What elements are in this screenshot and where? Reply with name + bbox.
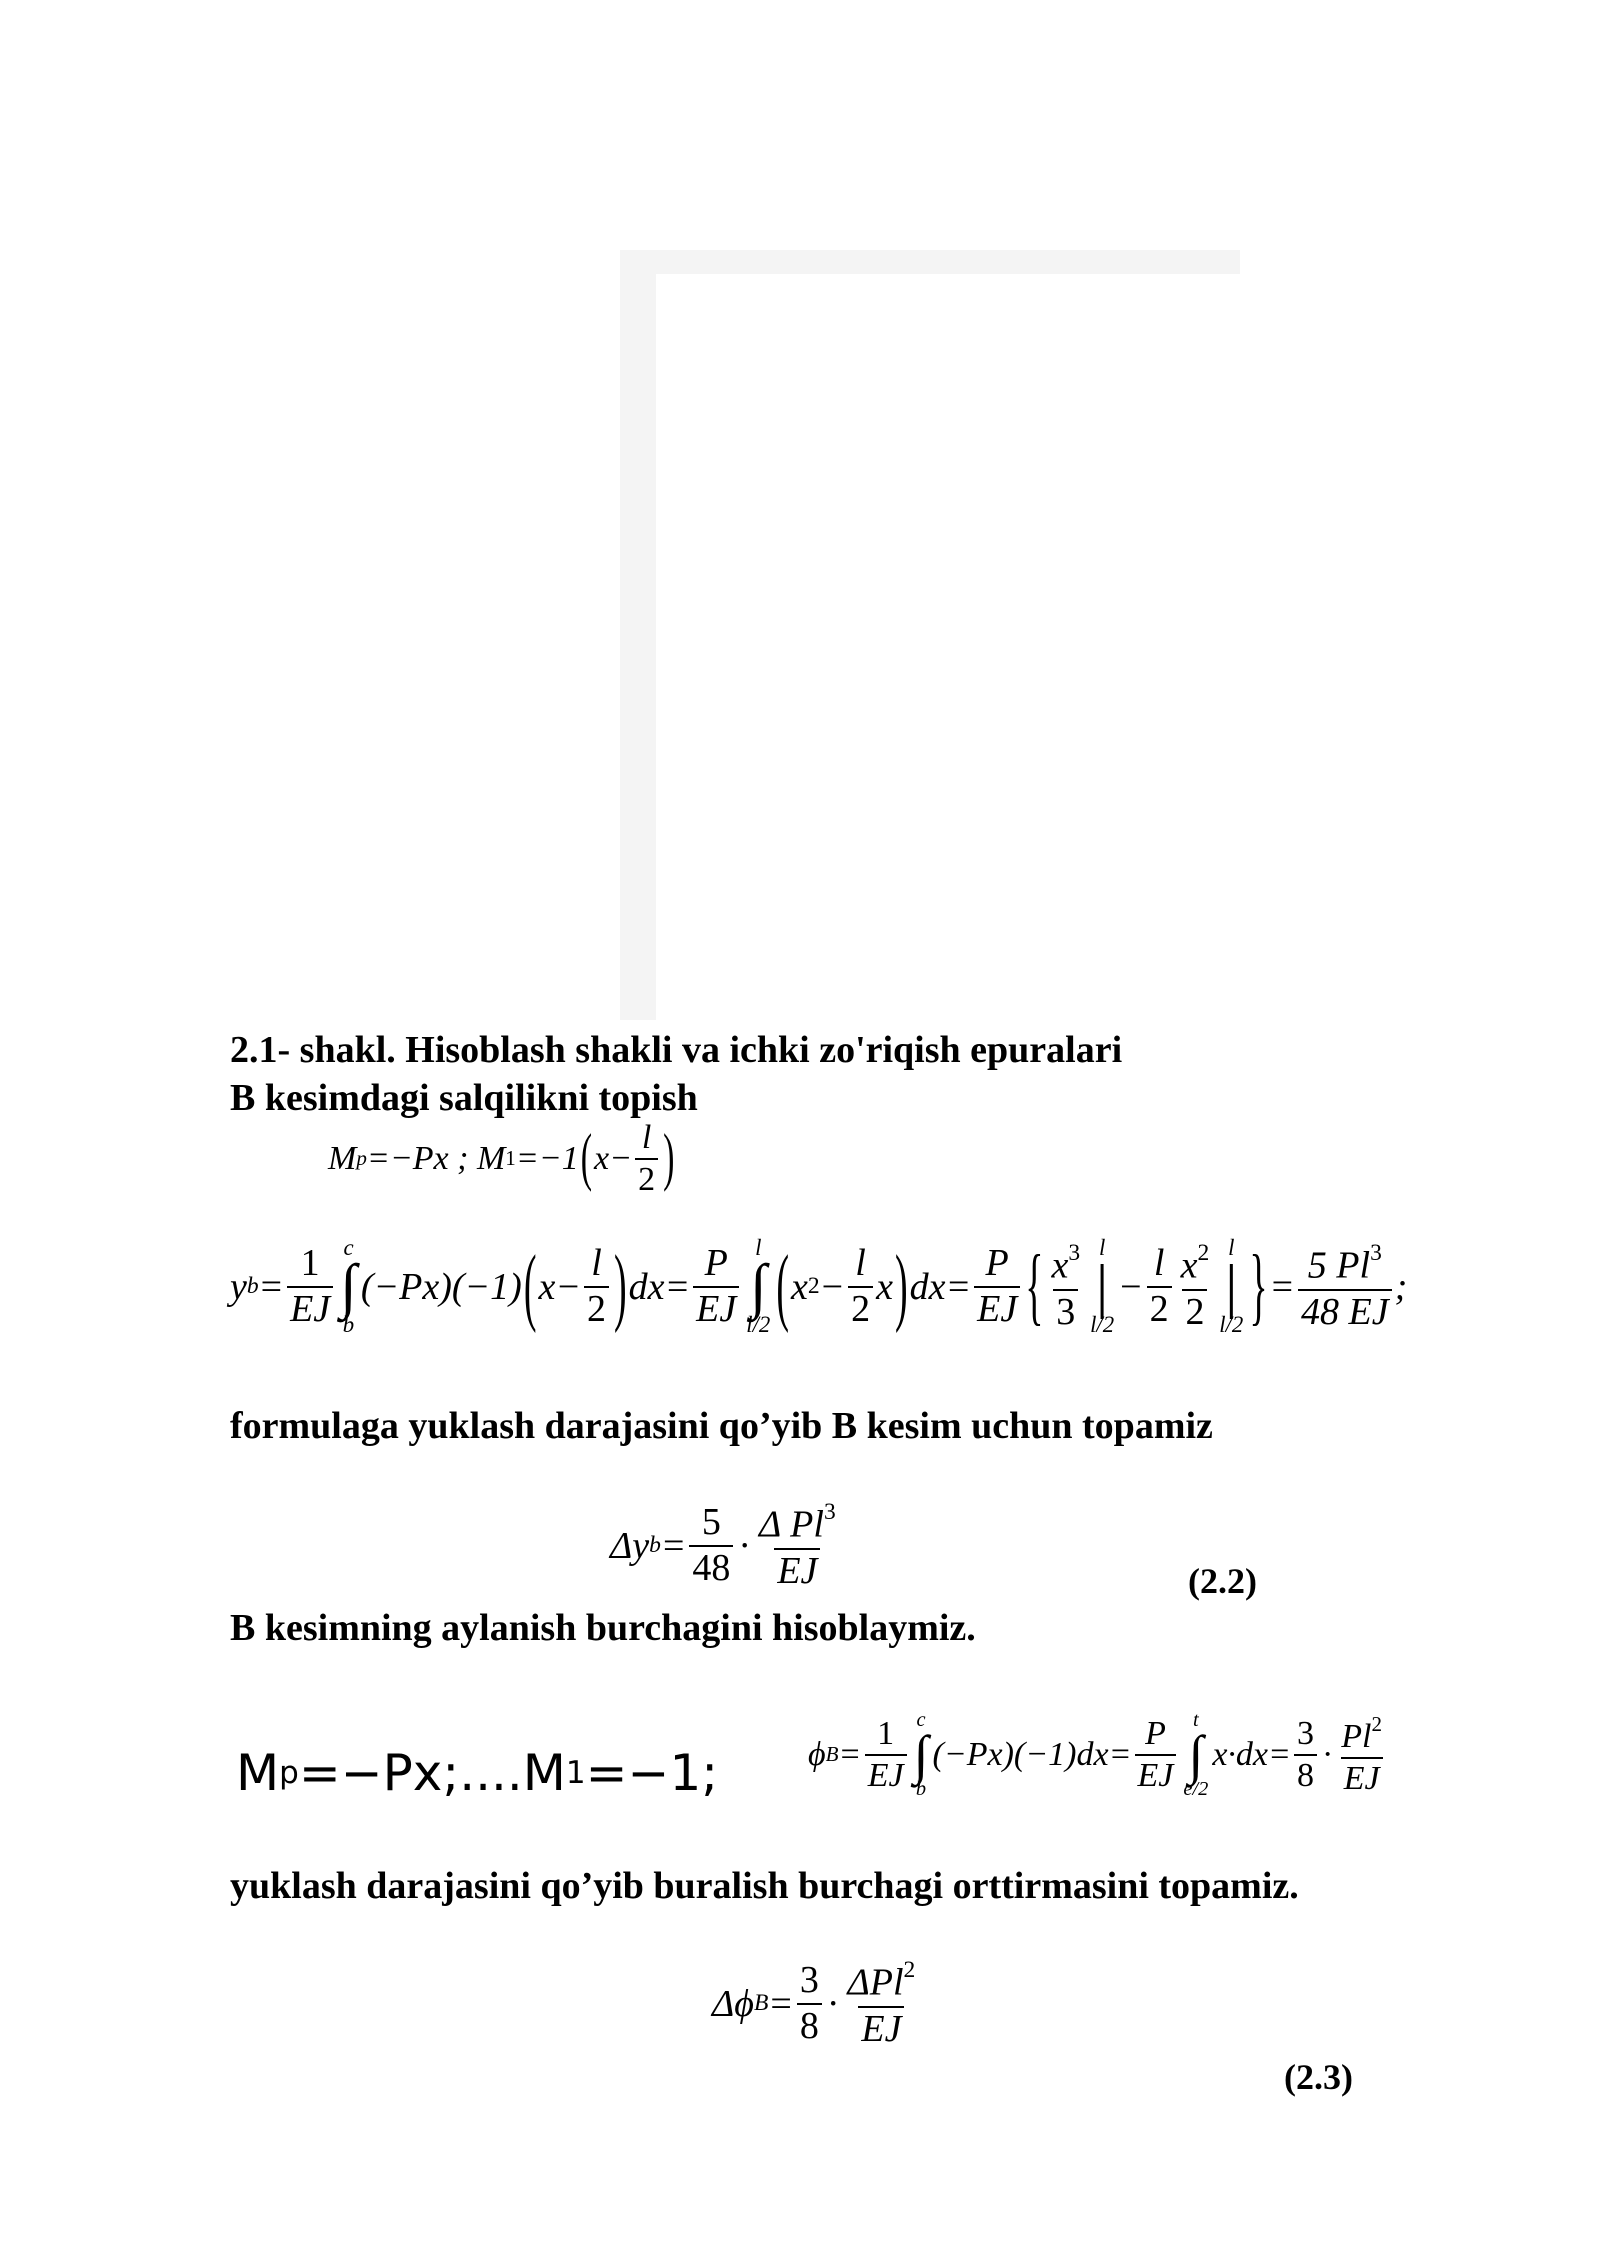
frac-den: 2 bbox=[1147, 1286, 1172, 1330]
phi-sub: B bbox=[825, 1742, 839, 1767]
num-text: Pl bbox=[1341, 1718, 1372, 1756]
paragraph-2: B kesimning aylanish burchagini hisoblaymiz. bbox=[230, 1607, 976, 1649]
phi-symbol: ϕ bbox=[808, 1736, 826, 1773]
left-paren: ( bbox=[580, 1122, 593, 1194]
frac-den: EJ bbox=[693, 1286, 739, 1330]
formula-2-3: Δϕ B = $\frac{3}{8}$ · $\frac{\Delta Pl^2}{EJ}$ bbox=[712, 1954, 921, 2054]
middle-text: =−Px;....M bbox=[298, 1744, 566, 1802]
left-paren: ( bbox=[523, 1238, 537, 1336]
delta-phi-sub: B bbox=[753, 1990, 769, 2017]
integral-2: l ∫ l/2 bbox=[746, 1234, 771, 1338]
integral-1: c ∫ b bbox=[913, 1709, 929, 1801]
one-over-ej bbox=[287, 1244, 333, 1330]
left-paren: ( bbox=[776, 1238, 789, 1336]
figure-frame-lines bbox=[620, 250, 1240, 1020]
frac-den: 2 bbox=[635, 1158, 658, 1198]
frac-num: 1 bbox=[877, 1715, 895, 1753]
eval-lower: l/2 bbox=[1090, 1312, 1115, 1338]
equation-number-2-3: (2.3) bbox=[1284, 2057, 1353, 2097]
formula-deflection: y b = $\frac{1}{EJ}$ c ∫ b (−Px)(−1) ( x− $\frac{l}{2}$ ) dx= $\frac{P}{EJ}$ l ∫ l/2 ( x 2 − $\frac{l}{2}$ x ) dx= $\frac{P}{EJ}$ { $\frac{x^3}{3}$ l | l/2 − $\frac{l}{2}$ $\frac{x^2}{2}$ l | l/2 } = $\frac{5 Pl^3}{48 EJ}$ ; bbox=[230, 1234, 1408, 1338]
right-paren: ) bbox=[894, 1238, 908, 1336]
delta-y-sub: b bbox=[649, 1532, 661, 1559]
eval-upper: l bbox=[1228, 1234, 1235, 1260]
frac-num: 3 bbox=[1296, 1715, 1314, 1753]
delta-phi: Δϕ bbox=[712, 1983, 754, 2025]
num-text: ΔPl bbox=[847, 1961, 904, 2004]
figure-left-bar bbox=[620, 250, 656, 1020]
frac-num: l bbox=[1153, 1242, 1165, 1285]
m-sub: p bbox=[279, 1754, 299, 1791]
right-brace: } bbox=[1249, 1238, 1268, 1336]
frac-den: EJ bbox=[774, 1548, 820, 1592]
minus-2: − bbox=[1120, 1266, 1142, 1308]
integral-2: t ∫ e/2 bbox=[1183, 1709, 1209, 1801]
integral-lower: b bbox=[342, 1312, 355, 1338]
one-over-ej bbox=[865, 1716, 907, 1793]
minus: − bbox=[821, 1266, 844, 1308]
p-over-ej bbox=[1135, 1716, 1177, 1793]
frac-den: 48 bbox=[689, 1545, 733, 1589]
frac-den: EJ bbox=[974, 1286, 1020, 1330]
cube: 3 bbox=[1068, 1240, 1081, 1267]
frac-num: 5 bbox=[701, 1501, 721, 1544]
eval-upper: l bbox=[1098, 1234, 1106, 1260]
integral-lower: e/2 bbox=[1183, 1778, 1209, 1801]
frac-den: EJ bbox=[287, 1286, 333, 1330]
formula-moments-2 bbox=[236, 1738, 718, 1808]
figure-caption: 2.1- shakl. Hisoblash shakli va ichki zo'riqish epuralari bbox=[230, 1029, 1123, 1071]
frac-den: EJ bbox=[865, 1754, 907, 1794]
end-text: =−1; bbox=[585, 1744, 719, 1802]
eval-bar-1: l | l/2 bbox=[1090, 1234, 1115, 1338]
main-fraction bbox=[756, 1500, 839, 1591]
x-term: x bbox=[790, 1266, 808, 1308]
l-over-2-fraction bbox=[635, 1120, 658, 1197]
term1: (−Px)(−1) bbox=[360, 1266, 522, 1308]
num-sup: 2 bbox=[1371, 1712, 1383, 1737]
delta-y: Δy bbox=[610, 1525, 650, 1567]
x-term-2: x bbox=[876, 1266, 893, 1308]
x2-base: x bbox=[1180, 1244, 1198, 1287]
three-eighths bbox=[1294, 1716, 1317, 1793]
frac-num: 3 bbox=[799, 1959, 819, 2002]
y-symbol: y bbox=[230, 1266, 247, 1308]
equation-number-2-2: (2.2) bbox=[1188, 1561, 1257, 1601]
integral-upper: t bbox=[1193, 1709, 1199, 1732]
dot: · bbox=[1321, 1736, 1334, 1773]
coef-fraction bbox=[689, 1503, 733, 1589]
coef-fraction bbox=[797, 1961, 822, 2047]
semicolon: ; bbox=[1394, 1266, 1408, 1308]
paragraph-3: yuklash darajasini qo’yib buralish burchagi orttirmasini topamiz. bbox=[230, 1865, 1299, 1907]
dx-equals: dx= bbox=[628, 1266, 691, 1308]
integral-upper: l bbox=[755, 1234, 762, 1260]
integral-upper: c bbox=[916, 1709, 926, 1732]
integral-lower: b bbox=[915, 1778, 927, 1801]
integral-lower: l/2 bbox=[746, 1312, 771, 1338]
frac-den: EJ bbox=[858, 2006, 904, 2050]
formula-rotation: ϕ B = $\frac{1}{EJ}$ c ∫ b (−Px)(−1)dx= $\frac{P}{EJ}$ t ∫ e/2 x·dx= $\frac{3}{8}$ · $\frac{Pl^2}{EJ}$ bbox=[808, 1700, 1388, 1810]
x2-over-2 bbox=[1178, 1241, 1213, 1332]
figure-top-bar bbox=[620, 250, 1240, 274]
right-paren: ) bbox=[663, 1122, 675, 1194]
x-minus: x− bbox=[538, 1266, 581, 1308]
frac-num: P bbox=[985, 1242, 1009, 1285]
result-fraction bbox=[1298, 1241, 1392, 1332]
result-cube: 3 bbox=[1370, 1240, 1382, 1267]
frac-num: l bbox=[591, 1242, 602, 1285]
m-symbol: M bbox=[236, 1744, 280, 1802]
m-sub: p bbox=[356, 1146, 367, 1171]
y-sub: b bbox=[246, 1273, 259, 1300]
frac-den: 2 bbox=[1182, 1289, 1207, 1333]
x-minus: x− bbox=[594, 1140, 633, 1177]
eq2-rhs: =−1 bbox=[515, 1140, 579, 1177]
frac-den: 8 bbox=[797, 2003, 822, 2047]
frac-num: l bbox=[855, 1242, 866, 1285]
m-symbol: M bbox=[328, 1140, 357, 1177]
p-over-ej bbox=[693, 1244, 739, 1330]
p-over-ej-2 bbox=[974, 1244, 1020, 1330]
eval-lower: l/2 bbox=[1219, 1312, 1244, 1338]
term-2: x·dx= bbox=[1212, 1736, 1291, 1773]
frac-num: 1 bbox=[300, 1242, 320, 1285]
term: (−Px)(−1)dx= bbox=[932, 1736, 1132, 1773]
l-over-2-c bbox=[1147, 1244, 1172, 1330]
result-num: 5 Pl bbox=[1307, 1244, 1371, 1287]
m1-sub: 1 bbox=[565, 1754, 586, 1791]
formula-moments-1 bbox=[328, 1120, 676, 1198]
num-text: Δ Pl bbox=[759, 1503, 824, 1546]
eq1-rhs: =−Px ; M bbox=[366, 1140, 506, 1177]
frac-den: 2 bbox=[848, 1286, 873, 1330]
dx-equals-2: dx= bbox=[909, 1266, 972, 1308]
left-brace: { bbox=[1025, 1238, 1044, 1336]
frac-den: 8 bbox=[1294, 1754, 1317, 1794]
integral-1: c ∫ b bbox=[340, 1234, 357, 1338]
main-fraction bbox=[844, 1958, 918, 2049]
formula-2-2: Δy b = $\frac{5}{48}$ · $\frac{\Delta Pl^3}{EJ}$ bbox=[610, 1496, 842, 1596]
frac-den: EJ bbox=[1341, 1757, 1383, 1797]
num-sup: 2 bbox=[903, 1957, 916, 1984]
pl2-over-ej bbox=[1338, 1713, 1385, 1796]
dot: · bbox=[738, 1525, 752, 1567]
frac-den: 3 bbox=[1053, 1289, 1078, 1333]
integral-upper: c bbox=[343, 1234, 354, 1260]
x3-base: x bbox=[1051, 1244, 1069, 1287]
frac-den: EJ bbox=[1135, 1754, 1177, 1794]
dot: · bbox=[826, 1983, 840, 2025]
frac-num: P bbox=[1145, 1715, 1166, 1753]
figure-frame bbox=[620, 250, 1240, 1020]
l-over-2 bbox=[584, 1244, 609, 1330]
right-paren: ) bbox=[613, 1238, 627, 1336]
frac-num: P bbox=[704, 1242, 728, 1285]
frac-den: 2 bbox=[584, 1286, 609, 1330]
square-2: 2 bbox=[1197, 1240, 1210, 1267]
square: 2 bbox=[807, 1273, 820, 1300]
result-den: 48 EJ bbox=[1298, 1289, 1392, 1333]
paragraph-1: formulaga yuklash darajasini qo’yib B kesim uchun topamiz bbox=[230, 1405, 1213, 1447]
m1-sub: 1 bbox=[505, 1146, 516, 1171]
l-over-2-b bbox=[848, 1244, 873, 1330]
frac-num: l bbox=[641, 1119, 652, 1157]
eval-bar-2: l | l/2 bbox=[1219, 1234, 1244, 1338]
num-sup: 3 bbox=[823, 1499, 836, 1526]
section-heading: B kesimdagi salqilikni topish bbox=[230, 1077, 698, 1119]
x3-over-3 bbox=[1048, 1241, 1083, 1332]
